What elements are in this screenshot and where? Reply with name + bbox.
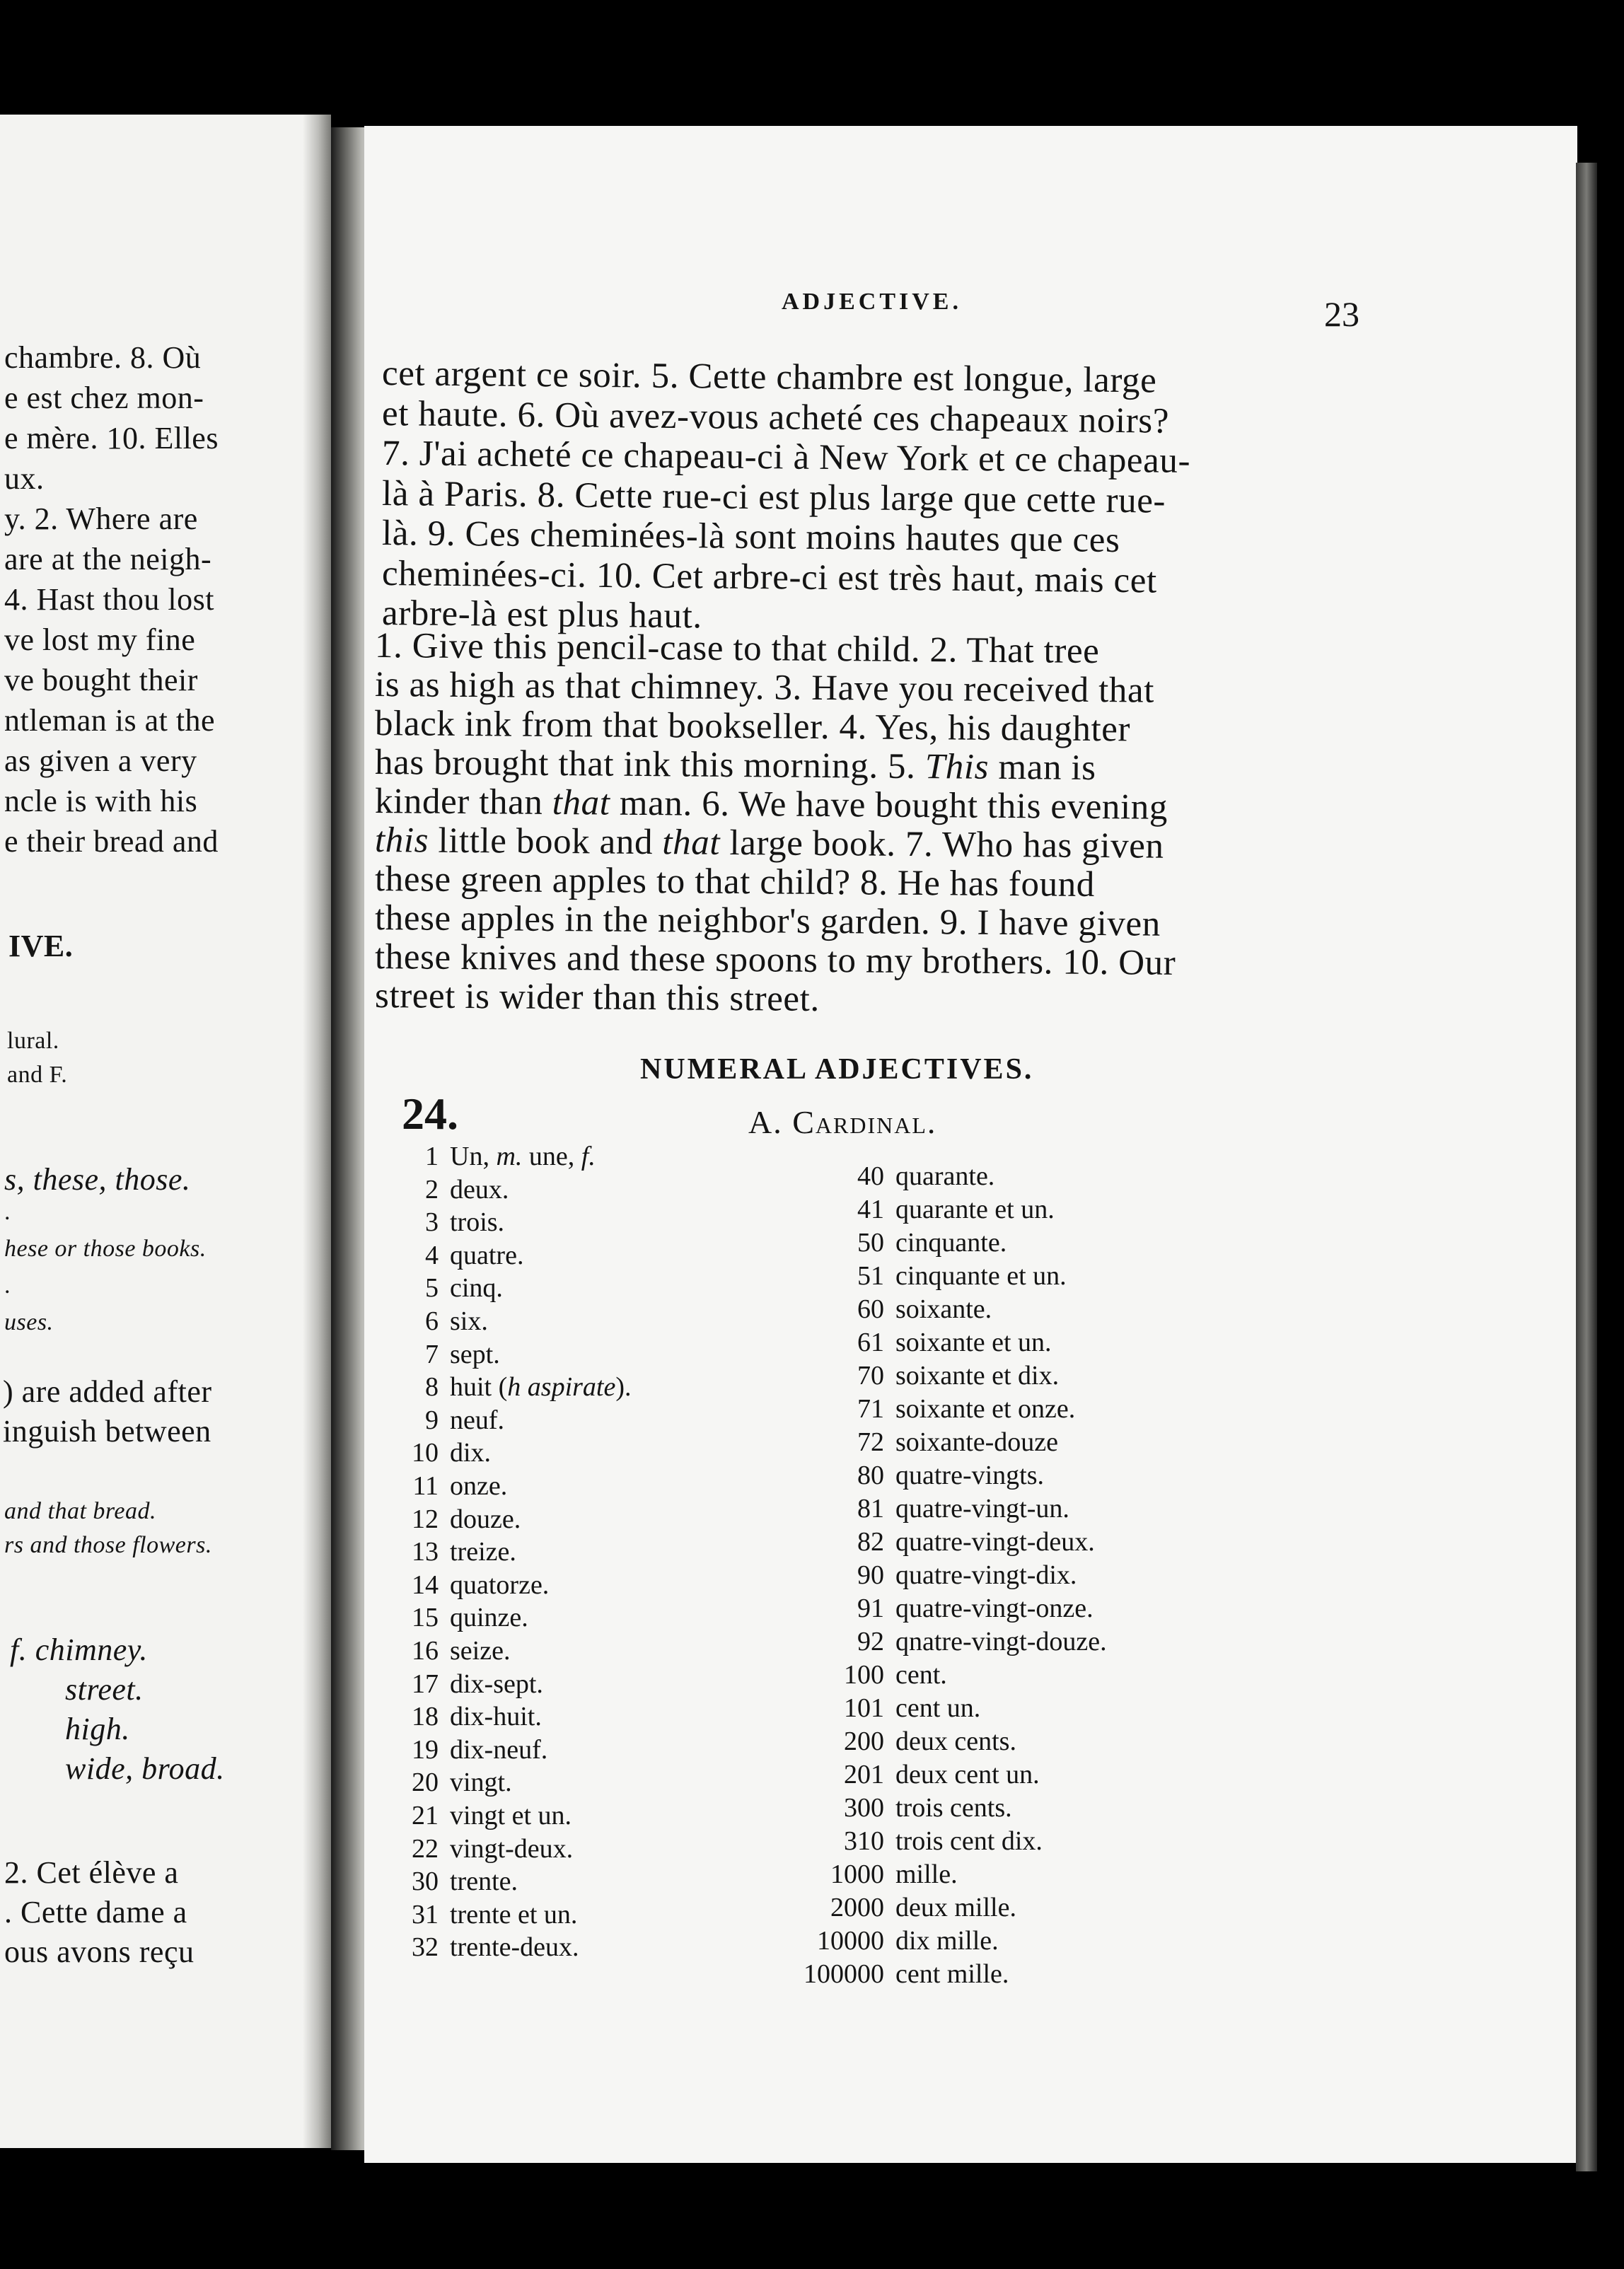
numeral-row <box>382 1437 491 1469</box>
numeral-word: cinquante et un. <box>895 1261 1067 1291</box>
french-exercise-line: là. 9. Ces cheminées-là sont moins hautes que ces <box>381 513 1120 561</box>
numeral-word: deux cent un. <box>895 1760 1040 1789</box>
left-text-line: are at the neigh- <box>4 542 212 576</box>
numeral-digits: 11 <box>412 1471 439 1501</box>
numeral-row <box>658 1359 1059 1392</box>
numeral-word: deux cents. <box>895 1727 1016 1756</box>
numeral-word: quatorze. <box>450 1569 550 1600</box>
numeral-word: dix-huit. <box>450 1702 542 1732</box>
numeral-row <box>658 1260 1067 1292</box>
numeral-row <box>658 1958 1009 1990</box>
section-heading: NUMERAL ADJECTIVES. <box>640 1053 1034 1086</box>
left-text-line: e est chez mon- <box>4 381 204 415</box>
numeral-row <box>382 1833 573 1865</box>
numeral-word: treize. <box>450 1537 516 1567</box>
left-example-line: and that bread. <box>4 1498 156 1524</box>
numeral-row <box>658 1492 1069 1525</box>
left-text-line: y. 2. Where are <box>4 501 198 536</box>
numeral-word: quatre. <box>450 1240 524 1270</box>
numeral-word: dix. <box>450 1438 492 1468</box>
numeral-digits: 17 <box>412 1669 439 1699</box>
numeral-row <box>658 1625 1107 1658</box>
left-example-line: uses. <box>4 1309 54 1335</box>
french-exercise-line: arbre-là est plus haut. <box>381 593 703 637</box>
numeral-row <box>382 1305 488 1337</box>
numeral-digits: 51 <box>857 1261 884 1291</box>
left-exercise-line: ous avons reçu <box>4 1934 195 1969</box>
left-vocab-line: wide, broad. <box>65 1751 225 1786</box>
numeral-digits: 3 <box>425 1207 439 1238</box>
numeral-row <box>382 1898 577 1931</box>
numeral-digits: 18 <box>412 1702 439 1732</box>
numeral-digits: 41 <box>857 1195 884 1224</box>
left-text-line: e their bread and <box>4 824 219 859</box>
numeral-row <box>382 1601 528 1634</box>
french-exercise-line: cet argent ce soir. 5. Cette chambre est longue, large <box>381 354 1157 401</box>
left-example-line: hese or those books. <box>4 1236 207 1262</box>
numeral-word: cent. <box>895 1660 947 1690</box>
numeral-digits: 20 <box>412 1768 439 1798</box>
numeral-word: soixante et onze. <box>895 1394 1076 1424</box>
numeral-row <box>382 1140 596 1173</box>
numeral-word: quatre-vingt-deux. <box>895 1527 1095 1557</box>
numeral-word: cinq. <box>450 1273 503 1304</box>
numeral-digits: 32 <box>412 1932 439 1963</box>
sub-heading: A. Cardinal. <box>748 1104 937 1140</box>
page-fold-shadow <box>303 115 331 2148</box>
numeral-word: trois. <box>450 1207 505 1238</box>
numeral-word: soixante et un. <box>895 1328 1052 1357</box>
numeral-word: trois cent dix. <box>895 1826 1043 1856</box>
numeral-digits: 91 <box>857 1594 884 1623</box>
numeral-digits: 13 <box>412 1537 439 1567</box>
numeral-row <box>382 1766 512 1799</box>
numeral-digits: 6 <box>425 1306 439 1336</box>
left-text-line: ve lost my fine <box>4 622 196 657</box>
english-exercise-line: this little book and that large book. 7. Who has given <box>374 820 1164 866</box>
numeral-row <box>658 1891 1016 1924</box>
numeral-digits: 40 <box>857 1161 884 1191</box>
left-exercise-line: 2. Cet élève a <box>4 1855 179 1890</box>
left-note-line: ) are added after <box>3 1374 212 1409</box>
numeral-word: onze. <box>450 1471 508 1501</box>
numeral-digits: 72 <box>857 1427 884 1457</box>
numeral-digits: 30 <box>412 1867 439 1897</box>
numeral-row <box>382 1931 579 1963</box>
numeral-word: trente. <box>450 1867 518 1897</box>
english-exercise-line: these apples in the neighbor's garden. 9. I have given <box>374 898 1161 944</box>
left-text-line: ntleman is at the <box>4 703 216 738</box>
numeral-row <box>658 1526 1095 1558</box>
section-number: 24. <box>402 1089 458 1139</box>
numeral-row <box>382 1700 542 1733</box>
numeral-digits: 15 <box>412 1603 439 1633</box>
french-exercise-line: et haute. 6. Où avez-vous acheté ces chapeaux noirs? <box>381 393 1170 441</box>
numeral-row <box>658 1692 980 1724</box>
numeral-row <box>658 1725 1016 1758</box>
numeral-word: quinze. <box>450 1603 528 1633</box>
numeral-digits: 300 <box>844 1793 884 1823</box>
numeral-word: mille. <box>895 1859 958 1889</box>
numeral-digits: 61 <box>857 1328 884 1357</box>
numeral-digits: 2000 <box>830 1893 884 1922</box>
left-rule-line: lural. <box>7 1028 59 1054</box>
french-exercise-line: 7. J'ai acheté ce chapeau-ci à New York et ce chapeau- <box>381 434 1191 481</box>
numeral-row <box>382 1668 543 1700</box>
numeral-word: vingt. <box>450 1768 512 1798</box>
french-exercise-line: là à Paris. 8. Cette rue-ci est plus large que cette rue- <box>381 473 1166 521</box>
numeral-word: cent mille. <box>895 1959 1009 1989</box>
english-exercise-line: has brought that ink this morning. 5. This man is <box>374 743 1096 789</box>
numeral-row <box>658 1559 1077 1591</box>
numeral-word: trois cents. <box>895 1793 1012 1823</box>
numeral-word: dix-sept. <box>450 1669 543 1699</box>
numeral-digits: 4 <box>425 1240 439 1270</box>
numeral-row <box>658 1858 958 1891</box>
numeral-digits: 70 <box>857 1361 884 1391</box>
numeral-digits: 1 <box>425 1142 439 1171</box>
left-vocab-line: street. <box>65 1672 144 1707</box>
numeral-digits: 1000 <box>830 1859 884 1889</box>
numeral-row <box>382 1173 509 1206</box>
numeral-row <box>382 1470 507 1502</box>
numeral-digits: 310 <box>844 1826 884 1856</box>
english-exercise-line: street is wider than this street. <box>374 976 820 1019</box>
numeral-digits: 8 <box>425 1372 439 1403</box>
numeral-word: sept. <box>450 1339 500 1369</box>
numeral-row <box>382 1371 632 1403</box>
numeral-row <box>658 1925 999 1957</box>
numeral-row <box>382 1404 504 1437</box>
numeral-word: quatre-vingt-un. <box>895 1494 1069 1524</box>
numeral-digits: 10000 <box>817 1926 884 1956</box>
numeral-digits: 9 <box>425 1405 439 1435</box>
english-exercise-line: these green apples to that child? 8. He has found <box>374 859 1096 905</box>
numeral-word: quarante. <box>895 1161 995 1191</box>
numeral-row <box>658 1193 1055 1226</box>
numeral-row <box>658 1459 1044 1492</box>
numeral-digits: 100 <box>844 1660 884 1690</box>
left-example-line: s, these, those. <box>4 1162 191 1197</box>
left-heading-fragment: IVE. <box>8 929 74 963</box>
numeral-word: dix-neuf. <box>450 1734 548 1765</box>
numeral-word: quatre-vingt-dix. <box>895 1560 1077 1590</box>
numeral-row <box>382 1272 503 1304</box>
numeral-word: qnatre-vingt-douze. <box>895 1627 1107 1656</box>
left-text-line: ncle is with his <box>4 784 198 818</box>
numeral-row <box>382 1503 521 1536</box>
numeral-row <box>658 1592 1094 1625</box>
book-edge <box>1576 163 1597 2171</box>
numeral-word: cinquante. <box>895 1228 1007 1258</box>
left-text-line: ux. <box>4 461 45 496</box>
left-text-line: as given a very <box>4 743 197 778</box>
numeral-word: cent un. <box>895 1693 981 1723</box>
numeral-word: huit (h aspirate). <box>450 1372 632 1403</box>
numeral-row <box>658 1792 1012 1824</box>
numeral-row <box>658 1160 994 1192</box>
numeral-word: soixante-douze <box>895 1427 1059 1457</box>
numeral-digits: 16 <box>412 1636 439 1666</box>
french-exercise-line: cheminées-ci. 10. Cet arbre-ci est très haut, mais cet <box>381 553 1158 601</box>
numeral-word: seize. <box>450 1636 511 1666</box>
numeral-digits: 31 <box>412 1899 439 1929</box>
numeral-digits: 92 <box>857 1627 884 1656</box>
numeral-word: trente-deux. <box>450 1932 579 1963</box>
numeral-word: soixante et dix. <box>895 1361 1060 1391</box>
numeral-digits: 100000 <box>804 1959 884 1989</box>
numeral-row <box>382 1206 504 1238</box>
numeral-word: neuf. <box>450 1405 505 1435</box>
numeral-row <box>382 1536 516 1568</box>
numeral-digits: 21 <box>412 1801 439 1830</box>
numeral-row <box>658 1226 1007 1259</box>
running-head: ADJECTIVE. <box>782 289 962 315</box>
numeral-digits: 60 <box>857 1294 884 1324</box>
numeral-digits: 2 <box>425 1174 439 1205</box>
numeral-word: quatre-vingts. <box>895 1461 1045 1490</box>
numeral-digits: 50 <box>857 1228 884 1258</box>
numeral-word: deux mille. <box>895 1893 1016 1922</box>
numeral-digits: 80 <box>857 1461 884 1490</box>
left-exercise-line: . Cette dame a <box>4 1895 187 1929</box>
numeral-word: douze. <box>450 1504 521 1534</box>
left-text-line: 4. Hast thou lost <box>4 582 214 617</box>
numeral-digits: 10 <box>412 1438 439 1468</box>
left-rule-line: and F. <box>7 1062 68 1088</box>
numeral-row <box>382 1569 549 1601</box>
numeral-row <box>658 1758 1040 1791</box>
numeral-digits: 7 <box>425 1339 439 1369</box>
numeral-digits: 201 <box>844 1760 884 1789</box>
numeral-word: trente et un. <box>450 1899 578 1929</box>
numeral-row <box>382 1799 572 1832</box>
left-text-line: ve bought their <box>4 663 198 697</box>
numeral-row <box>658 1326 1052 1359</box>
left-note-line: inguish between <box>3 1414 211 1449</box>
numeral-word: vingt et un. <box>450 1801 572 1830</box>
numeral-word: dix mille. <box>895 1926 999 1956</box>
numeral-row <box>382 1865 518 1898</box>
numeral-word: deux. <box>450 1174 509 1205</box>
numeral-word: vingt-deux. <box>450 1833 574 1864</box>
numeral-word: six. <box>450 1306 488 1336</box>
numeral-word: quatre-vingt-onze. <box>895 1594 1094 1623</box>
numeral-digits: 19 <box>412 1734 439 1765</box>
numeral-word: quarante et un. <box>895 1195 1055 1224</box>
left-text-line: e mère. 10. Elles <box>4 421 219 455</box>
left-example-line: rs and those flowers. <box>4 1532 212 1558</box>
numeral-row <box>382 1239 523 1272</box>
numeral-row <box>382 1338 500 1371</box>
left-vocab-line: high. <box>65 1712 130 1746</box>
numeral-row <box>658 1825 1043 1857</box>
numeral-digits: 12 <box>412 1504 439 1534</box>
numeral-digits: 200 <box>844 1727 884 1756</box>
english-exercise-line: black ink from that bookseller. 4. Yes, his daughter <box>374 704 1131 750</box>
english-exercise-line: is as high as that chimney. 3. Have you received that <box>374 665 1155 711</box>
left-text-line: chambre. 8. Où <box>4 340 202 375</box>
numeral-word: Un, m. une, f. <box>450 1142 596 1171</box>
numeral-row <box>658 1293 992 1325</box>
numeral-digits: 101 <box>844 1693 884 1723</box>
left-vocab-line: f. chimney. <box>10 1632 148 1667</box>
numeral-digits: 81 <box>857 1494 884 1524</box>
left-page <box>0 115 331 2148</box>
english-exercise-line: these knives and these spoons to my brothers. 10. Our <box>374 937 1176 983</box>
numeral-digits: 14 <box>412 1569 439 1600</box>
numeral-digits: 90 <box>857 1560 884 1590</box>
numeral-digits: 71 <box>857 1394 884 1424</box>
page-number: 23 <box>1324 294 1359 334</box>
numeral-digits: 22 <box>412 1833 439 1864</box>
numeral-digits: 5 <box>425 1273 439 1304</box>
numeral-digits: 82 <box>857 1527 884 1557</box>
english-exercise-line: kinder than that man. 6. We have bought this evening <box>374 782 1168 828</box>
numeral-row <box>658 1393 1075 1425</box>
numeral-row <box>382 1734 547 1766</box>
numeral-row <box>658 1659 947 1691</box>
numeral-row <box>382 1635 510 1667</box>
english-exercise-line: 1. Give this pencil-case to that child. 2. That tree <box>374 626 1100 672</box>
left-example-line: . <box>4 1199 11 1225</box>
left-example-line: . <box>4 1272 11 1299</box>
numeral-word: soixante. <box>895 1294 992 1324</box>
numeral-row <box>658 1426 1058 1458</box>
